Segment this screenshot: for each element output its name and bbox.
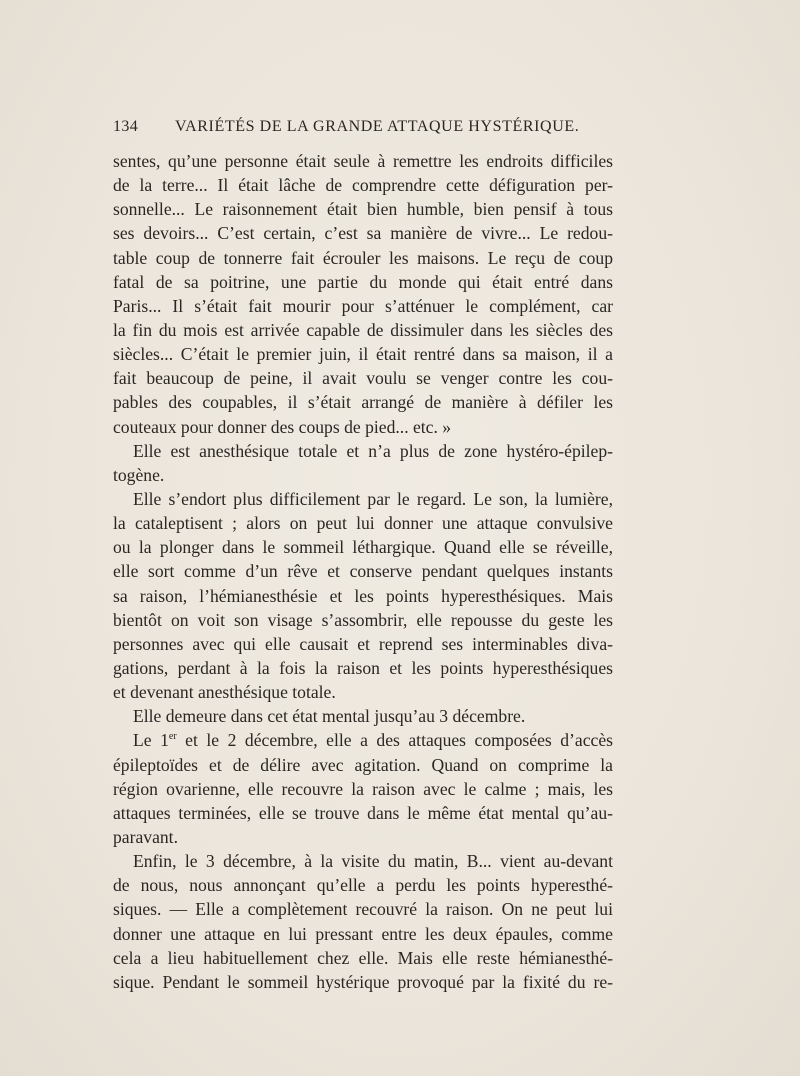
text-line: Elle s’endort plus difficilement par le regard. Le son, la lumière, — [133, 488, 613, 509]
text-line: cela a lieu habituellement chez elle. Mais elle reste hémianesthé- — [113, 947, 613, 968]
text-line: de nous, nous annonçant qu’elle a perdu les points hyperesthé- — [113, 875, 613, 896]
text-line: bientôt on voit son visage s’assombrir, elle repousse du geste les — [113, 609, 613, 630]
text-line: épileptoïdes et de délire avec agitation. Quand on comprime la — [113, 754, 613, 775]
text-line: elle sort comme d’un rêve et conserve pendant quelques instants — [113, 561, 613, 582]
text-line: et le 2 décembre, elle a des attaques composées d’accès — [185, 730, 613, 751]
text-line: Elle demeure dans cet état mental jusqu’au 3 décembre. — [133, 706, 526, 727]
text-line: sique. Pendant le sommeil hystérique provoqué par la fixité du re- — [113, 971, 613, 992]
text-line: sonnelle... Le raisonnement était bien humble, bien pensif à tous — [113, 199, 613, 220]
text-line: togène. — [113, 464, 165, 485]
text-line: sa raison, l’hémianesthésie et les points hyperesthésiques. Mais — [113, 585, 613, 606]
running-head — [113, 118, 613, 142]
text-line: couteaux pour donner des coups de pied... etc. » — [113, 416, 452, 437]
text-line: donner une attaque en lui pressant entre les deux épaules, comme — [113, 923, 613, 944]
text-line: ses devoirs... C’est certain, c’est sa manière de vivre... Le redou- — [113, 223, 613, 244]
text-line: et devenant anesthésique totale. — [113, 682, 336, 703]
text-line: pables des coupables, il s’était arrangé de manière à défiler les — [113, 392, 613, 413]
text-line: de la terre... Il était lâche de comprendre cette défiguration per- — [113, 175, 613, 196]
text-line: sentes, qu’une personne était seule à remettre les endroits difficiles — [113, 151, 613, 171]
text-line-composite — [113, 728, 613, 752]
text-line: table coup de tonnerre fait écrouler les maisons. Le reçu de coup — [113, 247, 613, 268]
text-line: Elle est anesthésique totale et n’a plus de zone hystéro-épilep- — [133, 440, 613, 461]
date-prefix: Le 1 — [133, 730, 169, 751]
text-line: la fin du mois est arrivée capable de dissimuler dans les siècles des — [113, 319, 613, 340]
running-title: VARIÉTÉS DE LA GRANDE ATTAQUE HYSTÉRIQUE. — [175, 118, 580, 135]
text-line: paravant. — [113, 826, 178, 847]
text-line: la cataleptisent ; alors on peut lui donner une attaque convulsive — [113, 513, 613, 534]
text-line: gations, perdant à la fois la raison et les points hyperesthésiques — [113, 657, 613, 678]
ordinal-superscript: er — [168, 731, 177, 743]
page-number: 134 — [113, 118, 139, 135]
text-line: personnes avec qui elle causait et reprend ses interminables diva- — [113, 633, 613, 654]
text-line: Paris... Il s’était fait mourir pour s’atténuer le complément, car — [113, 295, 613, 316]
text-line: siècles... C’était le premier juin, il était rentré dans sa maison, il a — [113, 344, 613, 365]
body-text — [113, 149, 613, 994]
text-line: région ovarienne, elle recouvre la raison avec le calme ; mais, les — [113, 778, 613, 799]
text-line: fatal de sa poitrine, une partie du monde qui était entré dans — [113, 271, 613, 292]
text-line: siques. — Elle a complètement recouvré la raison. On ne peut lui — [113, 899, 613, 920]
text-line: Enfin, le 3 décembre, à la visite du matin, B... vient au-devant — [133, 851, 613, 872]
text-line: ou la plonger dans le sommeil léthargique. Quand elle se réveille, — [113, 537, 613, 558]
text-line: fait beaucoup de peine, il avait voulu se venger contre les cou- — [113, 368, 613, 389]
text-line: attaques terminées, elle se trouve dans le même état mental qu’au- — [113, 802, 613, 823]
